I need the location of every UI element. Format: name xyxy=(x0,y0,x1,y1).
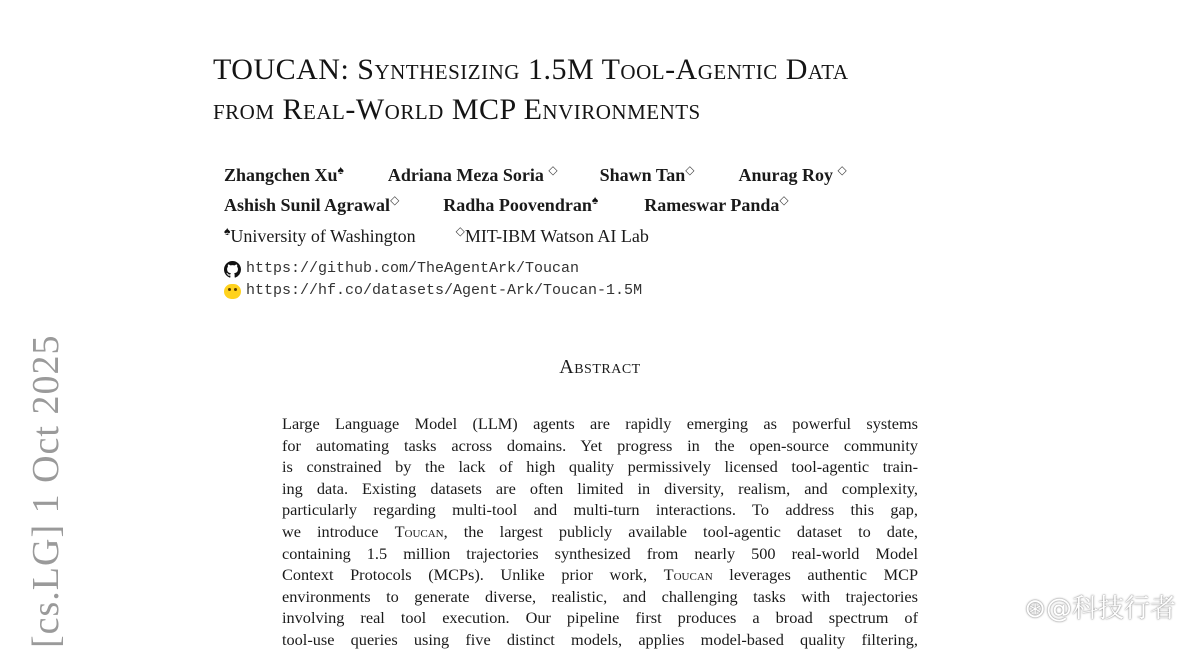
dataset-name: Toucan xyxy=(394,521,444,541)
huggingface-link[interactable] xyxy=(224,280,642,302)
huggingface-url[interactable]: https://hf.co/datasets/Agent-Ark/Toucan-1.5M xyxy=(246,282,643,299)
abstract-line: is constrained by the lack of high quality permissively licensed tool-agentic train- xyxy=(282,457,918,477)
huggingface-icon xyxy=(224,284,241,299)
spade-icon: ♠ xyxy=(591,193,599,207)
author-list xyxy=(224,160,847,220)
diamond-icon: ◇ xyxy=(548,163,558,177)
resource-links xyxy=(224,258,642,302)
abstract-heading: Abstract xyxy=(559,356,641,378)
github-link[interactable] xyxy=(224,258,642,280)
author-row-2 xyxy=(224,190,847,220)
affiliations xyxy=(224,224,649,248)
paper-title xyxy=(213,50,1073,130)
author: Shawn Tan◇ xyxy=(599,163,695,185)
abstract-line: we introduce Toucan, the largest publicly available tool-agentic dataset to date, xyxy=(282,521,918,541)
abstract-line: Context Protocols (MCPs). Unlike prior work, Toucan leverages authentic MCP xyxy=(282,565,918,585)
author: Adriana Meza Soria ◇ xyxy=(387,163,558,185)
diamond-icon: ◇ xyxy=(837,163,847,177)
title-line-1: TOUCAN: Synthesizing 1.5M Tool-Agentic Data xyxy=(213,53,849,86)
diamond-icon: ◇ xyxy=(779,193,789,207)
github-icon xyxy=(224,261,241,278)
github-url[interactable]: https://github.com/TheAgentArk/Toucan xyxy=(246,260,580,277)
spade-icon: ♠ xyxy=(337,163,344,177)
abstract-body xyxy=(282,413,918,651)
author: Ashish Sunil Agrawal◇ xyxy=(224,193,400,215)
title-line-2: from Real-World MCP Environments xyxy=(213,93,701,126)
abstract-line: environments to generate diverse, realistic, and challenging tasks with trajectories xyxy=(282,586,918,606)
author: Anurag Roy ◇ xyxy=(738,163,847,185)
author: Zhangchen Xu♠ xyxy=(224,163,344,185)
abstract-line: Large Language Model (LLM) agents are rapidly emerging as powerful systems xyxy=(282,414,918,433)
diamond-icon: ◇ xyxy=(390,193,400,207)
affiliation: ♠University of Washington xyxy=(224,224,416,246)
affiliation: ◇MIT-IBM Watson AI Lab xyxy=(455,224,649,246)
author-row-1 xyxy=(224,160,847,190)
author: Radha Poovendran♠ xyxy=(443,193,599,215)
abstract-line: ing data. Existing datasets are often limited in diversity, realism, and complexity, xyxy=(282,478,918,498)
dataset-name: Toucan xyxy=(663,565,713,585)
abstract-line: particularly regarding multi-tool and multi-turn interactions. To address this gap, xyxy=(282,500,918,520)
watermark: ⊛@科技行者 xyxy=(1024,594,1176,624)
diamond-icon: ◇ xyxy=(685,163,695,177)
abstract-line: tool-use queries using five distinct models, applies model-based quality filtering, xyxy=(282,629,918,649)
author: Rameswar Panda◇ xyxy=(644,193,789,215)
abstract-line: containing 1.5 million trajectories synthesized from nearly 500 real-world Model xyxy=(282,543,918,563)
abstract-line: for automating tasks across domains. Yet progress in the open-source community xyxy=(282,435,918,455)
arxiv-stamp: [cs.LG] 1 Oct 2025 xyxy=(25,334,67,648)
spade-icon: ♠ xyxy=(224,224,231,238)
diamond-icon: ◇ xyxy=(455,224,465,238)
abstract-line: involving real tool execution. Our pipeline first produces a broad spectrum of xyxy=(282,608,918,628)
